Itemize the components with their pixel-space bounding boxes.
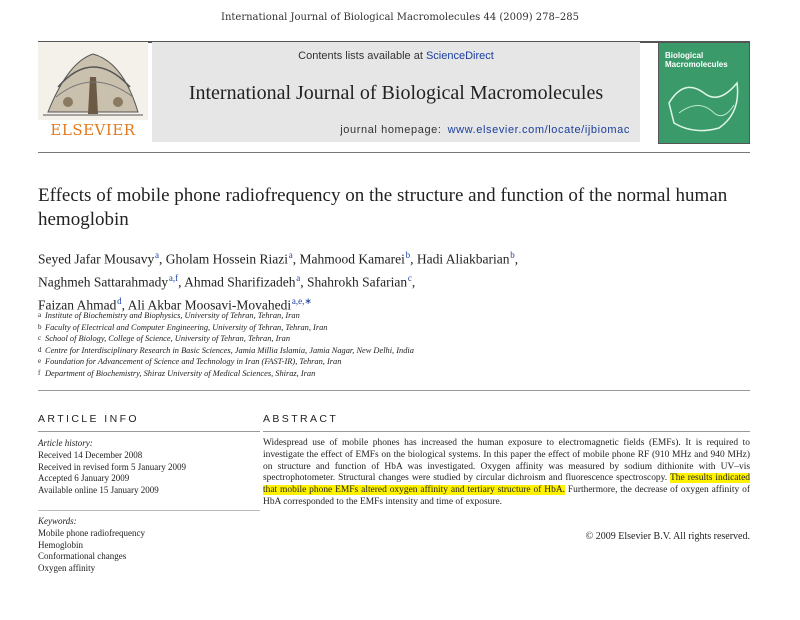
affiliation: e Foundation for Advancement of Science and Technology in Iran (FAST-IR), Tehran, Iran: [38, 357, 342, 366]
history-item: Received in revised form 5 January 2009: [38, 461, 186, 472]
contents-line: [152, 50, 640, 62]
author[interactable]: Faizan Ahmad: [38, 297, 117, 313]
homepage-label: journal homepage:: [340, 124, 442, 136]
author-affiliation-mark[interactable]: a,e,∗: [291, 296, 312, 306]
author-affiliation-mark[interactable]: a: [155, 250, 159, 260]
author[interactable]: Ali Akbar Moosavi-Movahedi: [127, 297, 292, 313]
copyright-notice: © 2009 Elsevier B.V. All rights reserved.: [585, 531, 750, 542]
author-affiliation-mark[interactable]: b: [510, 250, 515, 260]
author[interactable]: Mahmood Kamarei: [299, 251, 405, 267]
running-header: International Journal of Biological Macromolecules 44 (2009) 278–285: [221, 12, 579, 23]
affiliation: d Centre for Interdisciplinary Research in Basic Sciences, Jamia Millia Islamia, Jamia Nagar, New Delhi, India: [38, 345, 414, 355]
affiliation: a Institute of Biochemistry and Biophysics, University of Tehran, Tehran, Iran: [38, 311, 300, 320]
abstract-heading: ABSTRACT: [263, 413, 339, 425]
article-history: [38, 438, 260, 497]
keyword[interactable]: Hemoglobin: [38, 539, 83, 550]
article-info-heading: ARTICLE INFO: [38, 413, 139, 425]
author-affiliation-mark[interactable]: b: [405, 250, 411, 260]
journal-title: International Journal of Biological Macromolecules: [188, 82, 604, 104]
abstract-body-end: Furthermore, the decrease of oxygen affinity of HbA corresponded to the EMFs intensity and time of exposure.: [263, 485, 750, 507]
section-rule: [38, 390, 750, 391]
abstract-highlight: The results indicated that mobile phone EMFs altered oxygen affinity and tertiary structure of HbA.: [263, 473, 751, 496]
author-affiliation-mark[interactable]: a: [296, 273, 301, 283]
history-item: Received 14 December 2008: [38, 449, 143, 460]
homepage-link[interactable]: www.elsevier.com/locate/ijbiomac: [447, 124, 630, 136]
keywords: [38, 516, 260, 575]
abstract-body: Widespread use of mobile phones has increased the human exposure to electromagnetic fields (EMFs). It is required to investigate the effect of EMFs on the biological systems. In this paper the effect of mobile phone RF (910 MHz and 940 MHz) on structure and function of HbA was investigated. Oxygen affinity was measured by sodium dithionite with UV–vis spectrophotometer. Structural changes were studied by circular dichroism and fluorescence spectroscopy.: [263, 438, 750, 484]
history-label: Article history:: [38, 438, 93, 448]
sciencedirect-link[interactable]: ScienceDirect: [425, 50, 494, 62]
article-info-separator: [38, 510, 260, 511]
author[interactable]: Gholam Hossein Riazi: [165, 251, 288, 267]
author[interactable]: Seyed Jafar Mousavy: [38, 251, 155, 267]
author-affiliation-mark[interactable]: d: [117, 296, 122, 306]
keyword[interactable]: Conformational changes: [38, 551, 127, 562]
affiliation: f Department of Biochemistry, Shiraz University of Medical Sciences, Shiraz, Iran: [38, 368, 316, 378]
affiliation: c School of Biology, College of Science, University of Tehran, Tehran, Iran: [38, 334, 291, 343]
author-list: Seyed Jafar Mousavy $^a$, Gholam Hossein Riazi $^a$, Mahmood Kamarei $^b$, Hadi Aliakbarian $^b$, Naghmeh Sattarahmady $^{a,f}$, Ahmad Sharifizadeh $^a$, Shahrokh Safarian $^c$, Faizan Ahmad $^d$, Ali Akbar Moosavi-Movahedi $^{a,e,∗}$: [38, 250, 519, 313]
keywords-label: Keywords:: [38, 516, 77, 526]
publisher-name: ELSEVIER: [50, 121, 136, 139]
article-info-rule: [38, 431, 260, 432]
abstract-text: [263, 438, 750, 509]
journal-cover-image: [658, 42, 750, 144]
history-item: Available online 15 January 2009: [38, 485, 159, 496]
author[interactable]: Naghmeh Sattarahmady: [38, 274, 169, 290]
affiliation-list: [38, 310, 750, 379]
author[interactable]: Ahmad Sharifizadeh: [184, 274, 296, 290]
author[interactable]: Hadi Aliakbarian: [416, 251, 510, 267]
keyword[interactable]: Mobile phone radiofrequency: [38, 527, 145, 538]
keyword[interactable]: Oxygen affinity: [38, 563, 96, 574]
cover-title: Biological Macromolecules: [665, 51, 728, 69]
author-affiliation-mark[interactable]: c: [407, 273, 412, 283]
author-affiliation-mark[interactable]: a,f: [168, 273, 179, 283]
affiliation: b Faculty of Electrical and Computer Engineering, University of Tehran, Tehran, Iran: [38, 322, 328, 332]
abstract-rule: [263, 431, 750, 432]
author[interactable]: Shahrokh Safarian: [306, 274, 408, 290]
history-item: Accepted 6 January 2009: [38, 473, 130, 484]
journal-homepage: [152, 124, 640, 136]
author-affiliation-mark[interactable]: a: [288, 250, 293, 260]
article-title: Effects of mobile phone radiofrequency on the structure and function of the normal human hemoglobin: [38, 185, 728, 230]
masthead-bottom-rule: [38, 152, 750, 153]
contents-prefix: Contents lists available at: [298, 50, 426, 62]
